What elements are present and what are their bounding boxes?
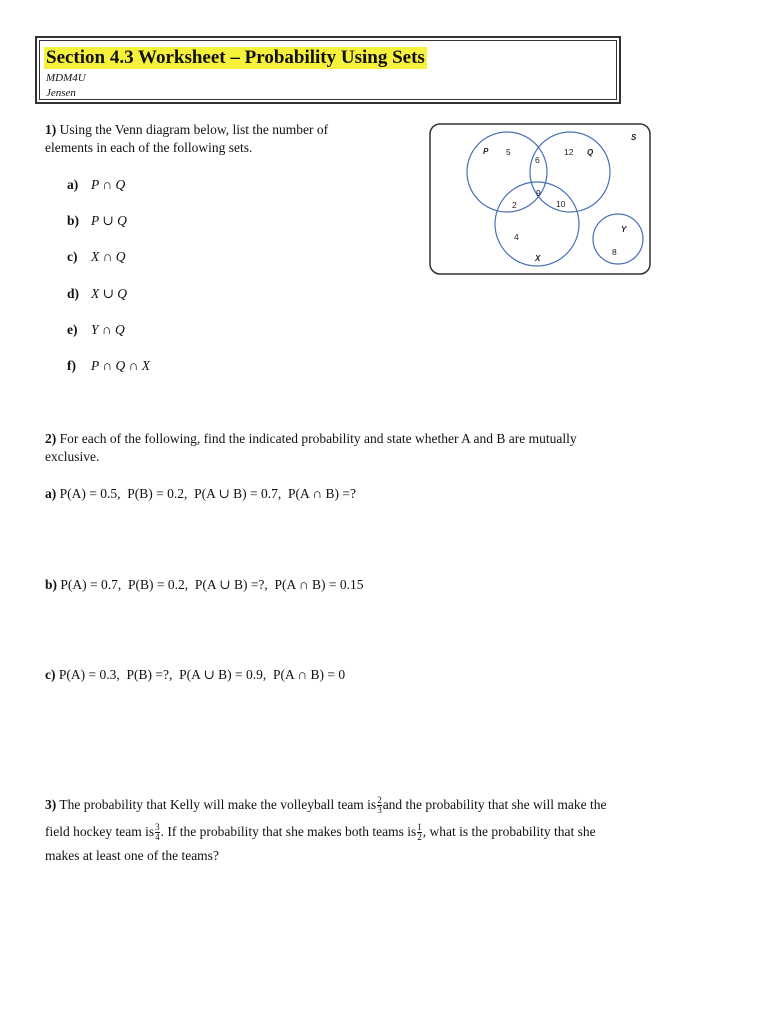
value-q-x: 10	[556, 199, 566, 209]
fraction-denominator: 4	[155, 832, 160, 843]
teacher-name: Jensen	[46, 87, 76, 99]
q3-text: field hockey team is	[45, 824, 155, 839]
item-expression: P ∩ Q ∩ X	[91, 358, 150, 373]
q1-item-e	[67, 321, 125, 339]
label-s: S	[631, 133, 637, 142]
q3-text: and the probability that she will make the	[382, 797, 607, 812]
value-p-q-x: 9	[536, 188, 541, 198]
q1-text-line1	[45, 121, 328, 139]
venn-diagram	[428, 122, 653, 277]
q3-line1	[45, 796, 607, 815]
fraction-one-half	[417, 823, 422, 842]
label-x: X	[535, 254, 541, 263]
q3-number: 3)	[45, 797, 57, 812]
q2-prompt: For each of the following, find the indicated probability and state whether A and B are mutually	[59, 431, 577, 446]
value-y-only: 8	[612, 247, 617, 257]
item-expression: X ∩ Q	[91, 249, 126, 264]
set-q-circle	[530, 132, 610, 212]
fraction-numerator: 3	[155, 822, 160, 833]
q1-item-c	[67, 248, 126, 266]
set-p-circle	[467, 132, 547, 212]
label-p: P	[483, 147, 489, 156]
item-expression: P ∩ Q	[91, 177, 126, 192]
q3-line2	[45, 823, 596, 842]
fraction-two-thirds	[377, 796, 382, 815]
fraction-numerator: 1	[417, 822, 422, 833]
item-label: c)	[67, 249, 78, 264]
worksheet-title: Section 4.3 Worksheet – Probability Using Sets	[46, 47, 425, 68]
q3-line3: makes at least one of the teams?	[45, 848, 219, 863]
item-expression: X ∪ Q	[91, 286, 128, 301]
q1-item-f	[67, 357, 150, 375]
q2-part-a	[45, 485, 356, 503]
part-expression: P(A) = 0.7, P(B) = 0.2, P(A ∪ B) =?, P(A ∩ B) = 0.15	[60, 577, 364, 592]
label-y: Y	[621, 225, 627, 234]
item-expression: P ∪ Q	[91, 213, 127, 228]
set-y-circle	[593, 214, 643, 264]
q3-text: . If the probability that she makes both teams is	[160, 824, 417, 839]
q1-number: 1)	[45, 122, 57, 137]
part-expression: P(A) = 0.5, P(B) = 0.2, P(A ∪ B) = 0.7, P(A ∩ B) =?	[59, 486, 357, 501]
q1-item-d	[67, 285, 127, 303]
q3-text: , what is the probability that she	[422, 824, 596, 839]
q1-text-line2: elements in each of the following sets.	[45, 140, 253, 155]
value-q-only: 12	[564, 147, 574, 157]
part-label: a)	[45, 486, 57, 501]
value-p-only: 5	[506, 147, 511, 157]
part-label: c)	[45, 667, 56, 682]
fraction-denominator: 2	[417, 832, 422, 843]
value-p-q: 6	[535, 155, 540, 165]
part-expression: P(A) = 0.3, P(B) =?, P(A ∪ B) = 0.9, P(A ∩ B) = 0	[58, 667, 346, 682]
q2-part-b	[45, 576, 364, 594]
q1-item-b	[67, 212, 127, 230]
fraction-three-quarters	[155, 823, 160, 842]
q3-text: The probability that Kelly will make the volleyball team is	[59, 797, 377, 812]
item-label: d)	[67, 286, 80, 301]
item-label: e)	[67, 322, 78, 337]
item-label: a)	[67, 177, 79, 192]
value-x-only: 4	[514, 232, 519, 242]
label-q: Q	[587, 148, 594, 157]
item-label: f)	[67, 358, 76, 373]
q1-item-a	[67, 176, 125, 194]
item-label: b)	[67, 213, 80, 228]
q2-number: 2)	[45, 431, 57, 446]
q2-text-line1	[45, 430, 577, 448]
fraction-denominator: 3	[377, 805, 382, 816]
q1-prompt: Using the Venn diagram below, list the number of	[59, 122, 329, 137]
q2-text-line2: exclusive.	[45, 449, 100, 464]
course-code: MDM4U	[46, 72, 86, 84]
value-p-x: 2	[512, 200, 517, 210]
fraction-numerator: 2	[377, 795, 382, 806]
item-expression: Y ∩ Q	[91, 322, 125, 337]
q2-part-c	[45, 666, 345, 684]
part-label: b)	[45, 577, 58, 592]
